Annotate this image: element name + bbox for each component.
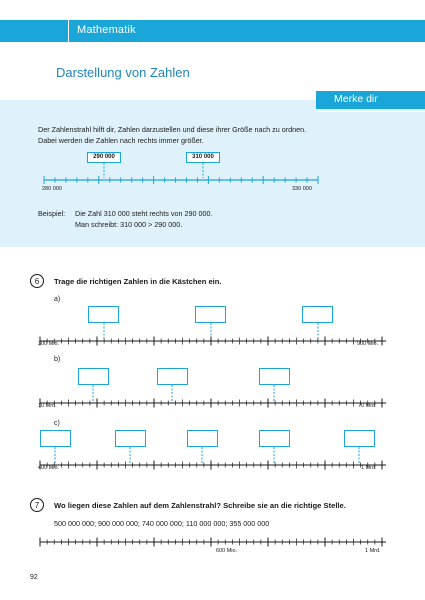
merke-scale-end: 330 000 xyxy=(292,186,312,192)
answer-box-c4[interactable] xyxy=(259,430,290,447)
merke-text-line2: Dabei werden die Zahlen nach rechts immer größer. xyxy=(38,136,204,145)
number-line-7 xyxy=(0,530,425,555)
answer-box-b2[interactable] xyxy=(157,368,188,385)
answer-box-c2[interactable] xyxy=(115,430,146,447)
part-b-label: b) xyxy=(54,356,61,363)
line-c-end: 1 Mrd. xyxy=(361,465,377,471)
answer-box-b1[interactable] xyxy=(78,368,109,385)
merke-text-line1: Der Zahlenstrahl hilft dir, Zahlen darzustellen und diese ihrer Größe nach zu ordnen. xyxy=(38,125,307,134)
exercise-7-number: 7 xyxy=(30,498,44,512)
part-a-label: a) xyxy=(54,296,61,303)
merke-number-line xyxy=(0,160,425,188)
line-7-end: 1 Mrd. xyxy=(365,548,381,554)
exercise-7-numbers: 500 000 000; 900 000 000; 740 000 000; 110 000 000; 355 000 000 xyxy=(54,519,270,528)
line-a-start: 300 Mio. xyxy=(38,341,60,347)
section-title: Darstellung von Zahlen xyxy=(56,65,190,80)
value-box-2: 310 000 xyxy=(186,152,220,163)
answer-box-b3[interactable] xyxy=(259,368,290,385)
answer-box-c5[interactable] xyxy=(344,430,375,447)
answer-box-a2[interactable] xyxy=(195,306,226,323)
merke-divider xyxy=(317,111,425,112)
line-c-start: 400 Mio. xyxy=(38,465,60,471)
merke-scale-start: 280 000 xyxy=(42,186,62,192)
exercise-6-number: 6 xyxy=(30,274,44,288)
part-c-label: c) xyxy=(54,420,60,427)
line-b-end: 70 Mrd. xyxy=(358,403,377,409)
line-b-start: 10 Mrd. xyxy=(38,403,57,409)
answer-box-c3[interactable] xyxy=(187,430,218,447)
line-a-end: 900 Mio. xyxy=(357,341,379,347)
subject-title: Mathematik xyxy=(77,24,136,36)
header-bar xyxy=(0,20,425,42)
header-divider xyxy=(68,20,69,42)
example-line1: Die Zahl 310 000 steht rechts von 290 000. xyxy=(75,209,213,218)
example-line2: Man schreibt: 310 000 > 290 000. xyxy=(75,220,183,229)
page-number: 92 xyxy=(30,574,38,581)
answer-box-a3[interactable] xyxy=(302,306,333,323)
exercise-6-instruction: Trage die richtigen Zahlen in die Kästchen ein. xyxy=(54,277,222,286)
value-box-1: 290 000 xyxy=(87,152,121,163)
exercise-7-instruction: Wo liegen diese Zahlen auf dem Zahlenstrahl? Schreibe sie an die richtige Stelle. xyxy=(54,501,346,510)
answer-box-c1[interactable] xyxy=(40,430,71,447)
line-7-mid: 600 Mio. xyxy=(216,548,238,554)
merke-label: Merke dir xyxy=(334,93,378,105)
answer-box-a1[interactable] xyxy=(88,306,119,323)
example-label: Beispiel: xyxy=(38,209,66,218)
